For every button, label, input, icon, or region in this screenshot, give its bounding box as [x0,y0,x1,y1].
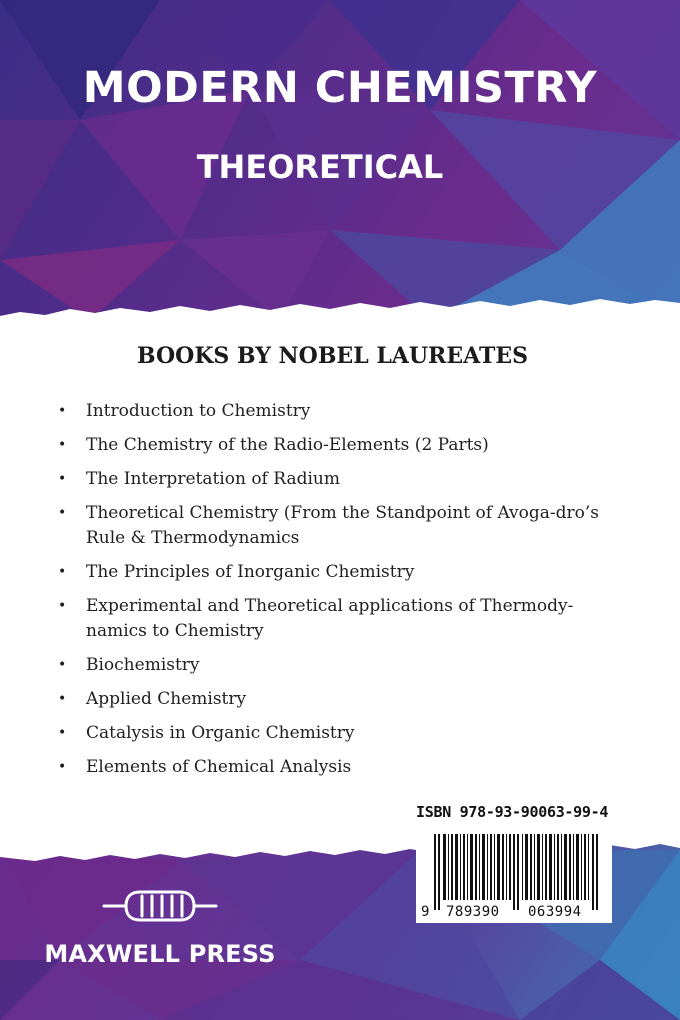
bullet-icon: • [58,759,67,775]
books-list [58,399,618,789]
bullet-icon: • [58,657,67,673]
list-item [58,687,618,712]
books-section [0,315,680,855]
bullet-icon: • [58,505,67,521]
book-title: Elements of Chemical Analysis [86,757,352,777]
bullet-icon: • [58,437,67,453]
book-title: Catalysis in Organic Chemistry [86,723,355,743]
publisher-name: MAXWELL PRESS [44,940,276,968]
list-item [58,467,618,492]
barcode-digits [416,902,612,922]
book-title: Biochemistry [86,655,200,675]
barcode [416,826,612,923]
book-title: Theoretical Chemistry (From the Standpoint of Avoga-dro’s Rule & Thermodynamics [86,503,600,548]
cover-subtitle: THEORETICAL [196,148,444,186]
section-heading: BOOKS BY NOBEL LAUREATES [136,343,528,369]
book-title: Experimental and Theoretical applications of Thermody-namics to Chemistry [86,596,574,641]
book-title: The Principles of Inorganic Chemistry [86,562,415,582]
bullet-icon: • [58,598,67,614]
book-title: Introduction to Chemistry [86,401,311,421]
list-item [58,399,618,424]
bullet-icon: • [58,564,67,580]
bullet-icon: • [58,691,67,707]
list-item [58,594,618,644]
cover-title: MODERN CHEMISTRY [82,63,598,113]
bullet-icon: • [58,725,67,741]
book-title: Applied Chemistry [86,689,247,709]
isbn-label: ISBN 978-93-90063-99-4 [416,803,609,821]
bullet-icon: • [58,403,67,419]
barcode-digits-left: 789390 [446,904,500,920]
barcode-digit-first: 9 [421,904,430,920]
book-title: The Chemistry of the Radio-Elements (2 Parts) [86,435,489,455]
list-item [58,560,618,585]
barcode-digits-right: 063994 [528,904,582,920]
resistor-logo-icon [100,886,220,926]
book-title: The Interpretation of Radium [86,469,340,489]
list-item [58,721,618,746]
list-item [58,755,618,780]
bullet-icon: • [58,471,67,487]
list-item [58,501,618,551]
list-item [58,433,618,458]
list-item [58,653,618,678]
